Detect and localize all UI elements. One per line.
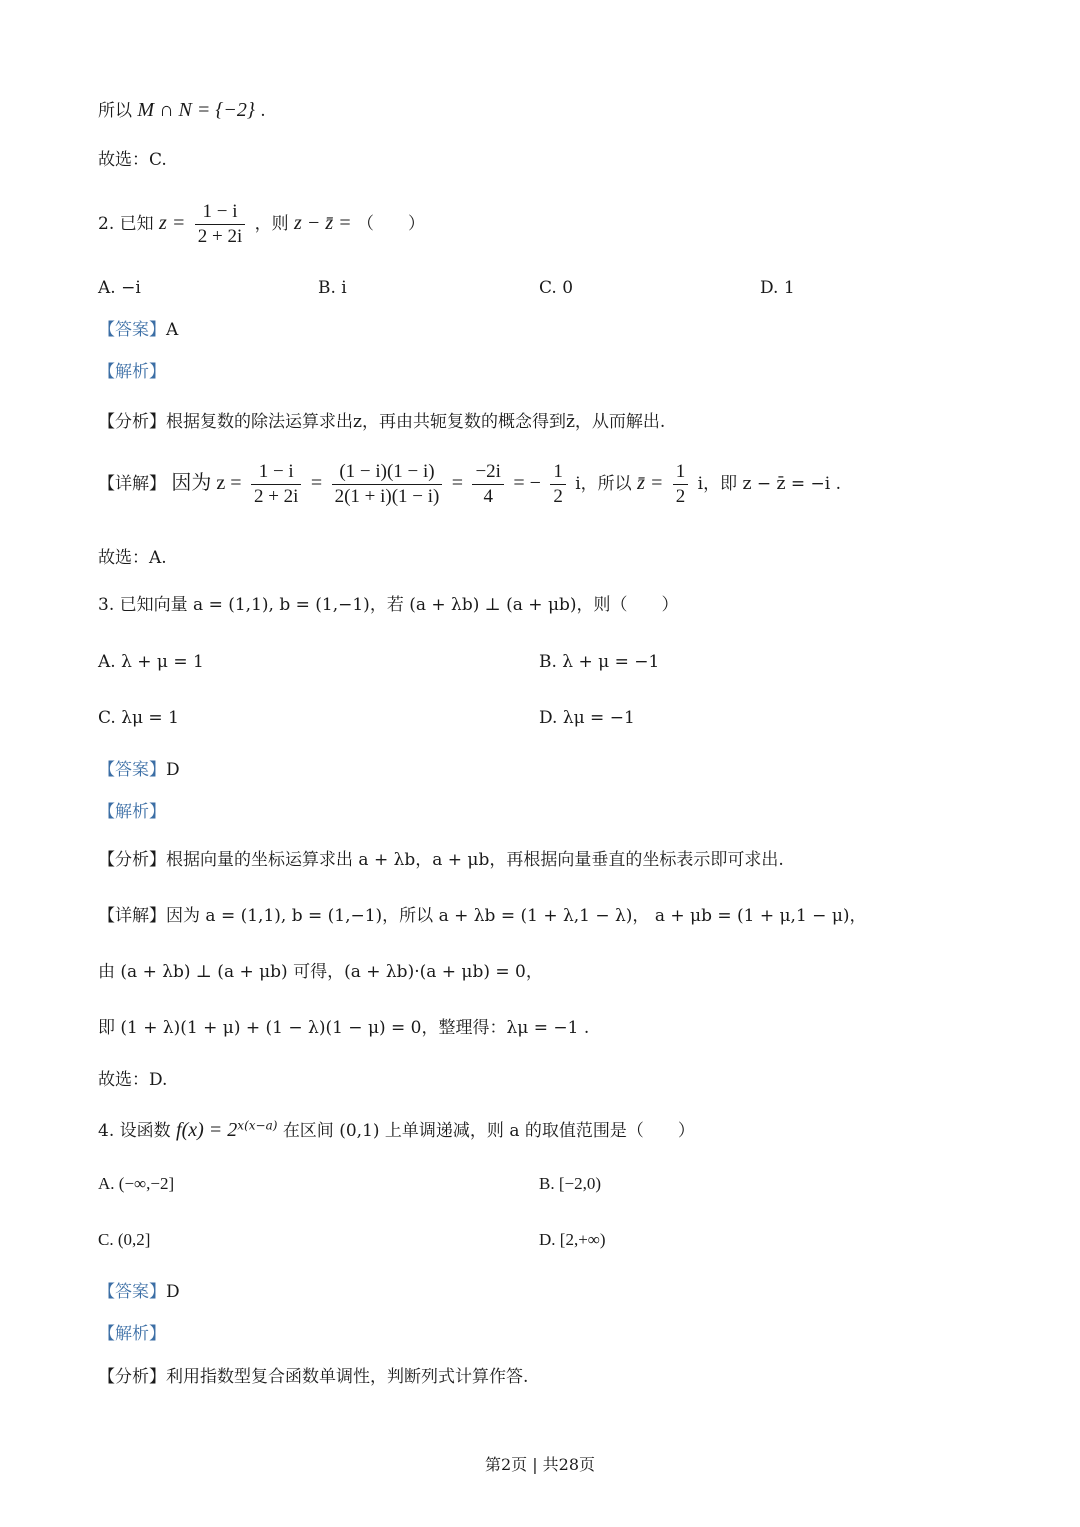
q3-xiangjie-line1: [98, 906, 867, 926]
q2-frac-2-num: (1 − i)(1 − i): [332, 460, 443, 485]
q3-jiexi: [98, 802, 166, 822]
q2-stem: [98, 200, 425, 249]
q2-zbar-eq: z̄ =: [637, 471, 664, 494]
q4-fenxi: [98, 1367, 528, 1387]
q3-answer: [98, 760, 180, 780]
q3-line1-text: 因为 a = (1,1), b = (1,−1)，所以 a + λb = (1 + λ,1 − λ)， a + μb = (1 + μ,1 − μ)，: [166, 906, 867, 926]
jiexi-tag: 【解析】: [98, 1324, 166, 1344]
q2-option-c: C. 0: [539, 278, 574, 298]
q1-so-text: 所以: [98, 101, 132, 121]
q2-xiangjie-pre: 因为 z =: [171, 471, 242, 494]
q4-stem-pre: 设函数: [119, 1121, 171, 1141]
xiangjie-tag: 【详解】: [98, 473, 166, 494]
jiexi-tag: 【解析】: [98, 802, 166, 822]
q2-frac-2: [332, 460, 443, 509]
q4-answer: [98, 1282, 180, 1302]
q2-option-b: B. i: [318, 278, 347, 298]
q3-stem-text: 已知向量 a = (1,1), b = (1,−1)，若 (a + λb) ⊥ (a + μb)，则（ ）: [119, 595, 679, 615]
fenxi-tag: 【分析】: [98, 1367, 166, 1387]
q2-fenxi: [98, 412, 665, 432]
q4-stem: [98, 1118, 695, 1142]
q2-stem-pre: 已知: [119, 213, 154, 234]
fenxi-tag: 【分析】: [98, 850, 166, 870]
q4-stem-post: 在区间 (0,1) 上单调递减，则 a 的取值范围是（ ）: [282, 1121, 695, 1141]
q3-xiangjie-line3: 即 (1 + λ)(1 + μ) + (1 − λ)(1 − μ) = 0，整理得：λμ = −1 .: [98, 1018, 590, 1038]
answer-tag: 【答案】: [98, 760, 166, 780]
q2-option-a: A. −i: [98, 278, 141, 298]
q2-fraction: [195, 200, 246, 249]
q4-exponent: x(x−a): [237, 1118, 278, 1133]
q3-option-c: C. λμ = 1: [98, 708, 179, 728]
q4-jiexi: [98, 1324, 166, 1344]
q4-option-b: B. [−2,0): [539, 1174, 601, 1193]
q4-number: 4.: [98, 1121, 115, 1141]
q2-frac-4: [550, 460, 566, 509]
q2-answer: [98, 320, 178, 340]
q2-after-frac: i，所以: [575, 473, 632, 494]
q1-conclusion: [98, 98, 266, 122]
q2-fraction-den: 2 + 2i: [197, 225, 243, 247]
q1-choice: 故选：C.: [98, 150, 167, 170]
q1-period: .: [260, 101, 266, 121]
q2-frac-1: [251, 460, 302, 509]
answer-tag: 【答案】: [98, 320, 166, 340]
q4-option-a: A. (−∞,−2]: [98, 1174, 175, 1193]
q2-fenxi-text: 根据复数的除法运算求出z，再由共轭复数的概念得到z̄，从而解出.: [166, 412, 666, 432]
fenxi-tag: 【分析】: [98, 412, 166, 432]
q2-z-label: z =: [159, 211, 186, 234]
q4-option-d: D. [2,+∞): [539, 1230, 606, 1249]
q2-frac-3: [472, 460, 504, 509]
q4-option-c: C. (0,2]: [98, 1230, 151, 1249]
q2-jiexi: [98, 362, 166, 382]
q2-frac-1-num: 1 − i: [251, 460, 302, 485]
q1-set-expression: M ∩ N = {−2}: [137, 99, 255, 121]
q3-answer-value: D: [166, 760, 180, 780]
q3-stem: [98, 595, 679, 615]
q2-frac-1-den: 2 + 2i: [253, 485, 299, 507]
page-footer: 第2页 | 共28页: [484, 1455, 596, 1474]
q4-answer-value: D: [166, 1282, 180, 1302]
q3-option-d: D. λμ = −1: [539, 708, 635, 728]
q2-frac-2-den: 2(1 + i)(1 − i): [334, 485, 440, 507]
q2-frac-4-den: 2: [553, 485, 563, 507]
q2-xiangjie-tail: i，即 z − z̄ = −i .: [697, 473, 842, 494]
q3-fenxi-text: 根据向量的坐标运算求出 a + λb，a + μb，再根据向量垂直的坐标表示即可求出.: [166, 850, 784, 870]
q2-xiangjie: 【详解】 因为 z = $\frac{1 - i}{2 + 2i}$ = $\frac{(1 - i)(1 - i)}{2(1 + i)(1 - i)}$ = $\frac{-2i}{4}$ = − $\frac{1}{2}$ i，所以 z̄ = $\frac{1}{2}$ i，即 z − z̄ = −i .: [98, 461, 842, 507]
q3-option-a: A. λ + μ = 1: [98, 652, 204, 672]
q2-frac-4-num: 1: [550, 460, 566, 485]
q2-ask: z − z̄ =: [294, 211, 352, 234]
q2-frac-3-num: −2i: [472, 460, 504, 485]
q4-func: f(x) = 2: [176, 1119, 238, 1141]
q2-choice: 故选：A.: [98, 548, 167, 568]
q2-neg: = −: [513, 471, 541, 494]
q2-paren: （ ）: [357, 213, 426, 234]
q2-fraction-num: 1 − i: [195, 200, 246, 225]
q2-answer-value: A: [166, 320, 179, 340]
q2-frac-5: [673, 460, 689, 509]
q3-choice: 故选：D.: [98, 1070, 168, 1090]
q3-xiangjie-line2: 由 (a + λb) ⊥ (a + μb) 可得，(a + λb)·(a + μb) = 0，: [98, 962, 543, 982]
q3-option-b: B. λ + μ = −1: [539, 652, 660, 672]
jiexi-tag: 【解析】: [98, 362, 166, 382]
q2-number: 2.: [98, 213, 115, 234]
q2-frac-3-den: 4: [483, 485, 493, 507]
q2-option-d: D. 1: [760, 278, 795, 298]
q4-fenxi-text: 利用指数型复合函数单调性，判断列式计算作答.: [166, 1367, 529, 1387]
q3-number: 3.: [98, 595, 115, 615]
answer-tag: 【答案】: [98, 1282, 166, 1302]
xiangjie-tag: 【详解】: [98, 906, 166, 926]
q2-stem-post: ，则: [254, 213, 289, 234]
q2-frac-5-den: 2: [675, 485, 686, 507]
q2-frac-5-num: 1: [673, 460, 689, 485]
q3-fenxi: [98, 850, 784, 870]
